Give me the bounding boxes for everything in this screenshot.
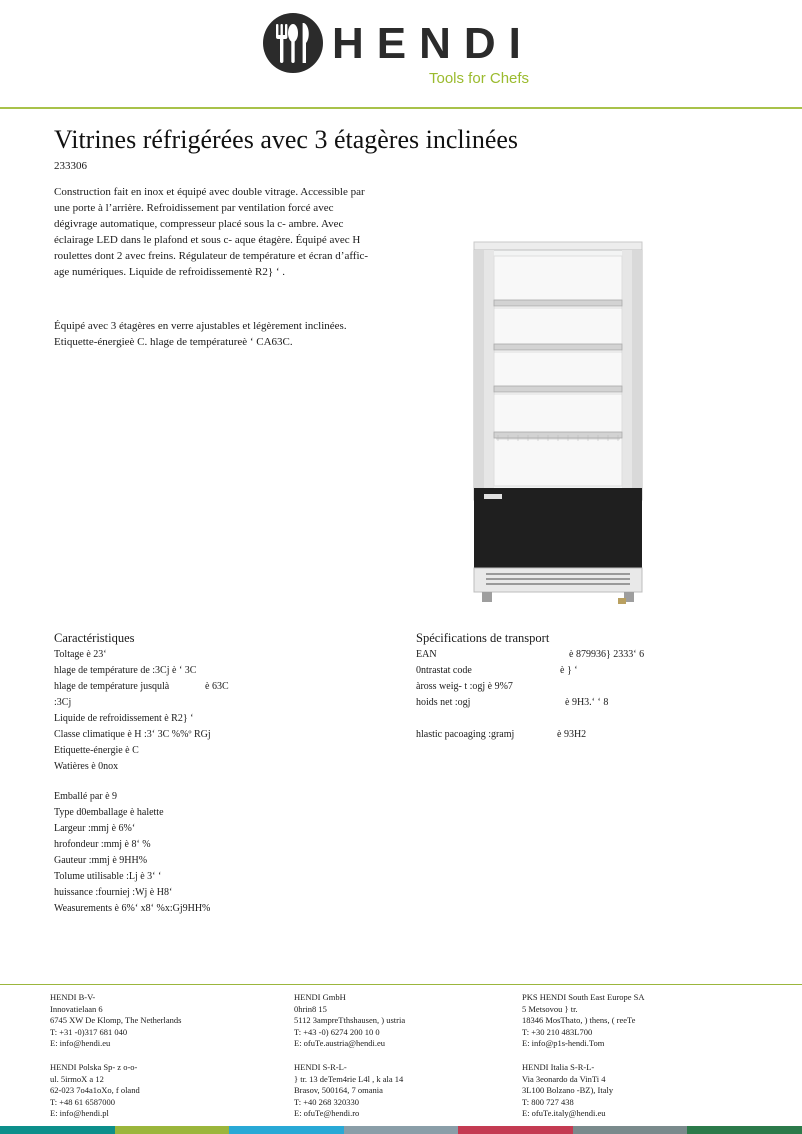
transport-value: è 9H3.‘ ‘ 8 bbox=[565, 697, 609, 708]
address-phone: T: +48 61 6587000 bbox=[50, 1096, 116, 1107]
color-stripe-segment bbox=[229, 1126, 344, 1134]
address-phone: T: 800 727 438 bbox=[522, 1096, 574, 1107]
transport-label: àross weig- t :ogj è 9%7 bbox=[416, 681, 513, 692]
address-street: 0hrin8 15 bbox=[294, 1003, 327, 1014]
address-phone: T: +40 268 320330 bbox=[294, 1096, 360, 1107]
address-italy bbox=[522, 1062, 752, 1120]
address-email[interactable]: E: ofuTe.italy@hendi.eu bbox=[522, 1108, 606, 1118]
address-company: HENDI Polska Sp- z o-o- bbox=[50, 1062, 138, 1072]
transport-label: 0ntrastat code bbox=[416, 665, 472, 676]
product-description-secondary: Équipé avec 3 étagères en verre ajustables et légèrement inclinées. Etiquette-énergieè C. hlage de températureè ‘ CA63C. bbox=[54, 320, 347, 348]
address-company: HENDI Italia S-R-L- bbox=[522, 1062, 595, 1072]
characteristic-row: Etiquette-énergie è C bbox=[54, 745, 139, 756]
characteristic-row: hlage de température jusqulà bbox=[54, 681, 170, 692]
characteristic-row: Liquide de refroidissement è R2} ‘ bbox=[54, 713, 194, 724]
packing-row: Gauteur :mmj è 9HH% bbox=[54, 855, 148, 866]
color-stripe-segment bbox=[0, 1126, 115, 1134]
transport-title: Spécifications de transport bbox=[416, 631, 550, 645]
hendi-logo bbox=[262, 12, 552, 94]
address-romania bbox=[294, 1062, 524, 1120]
transport-label: EAN bbox=[416, 649, 437, 660]
characteristic-row: Classe climatique è H :3‘ 3C %%º RGj bbox=[54, 729, 211, 740]
address-email[interactable]: E: info@hendi.eu bbox=[50, 1038, 111, 1048]
transport-value: è } ‘ bbox=[560, 665, 578, 676]
address-city: 5112 3ampreTthshausen, ) ustria bbox=[294, 1015, 406, 1025]
header-divider bbox=[0, 107, 802, 109]
packing-row: Emballé par è 9 bbox=[54, 791, 118, 802]
refrigerated-display-case-image bbox=[468, 238, 648, 618]
color-stripe-segment bbox=[573, 1126, 688, 1134]
address-company: HENDI GmbH bbox=[294, 992, 346, 1002]
address-phone: T: +43 -0) 6274 200 10 0 bbox=[294, 1026, 380, 1037]
address-poland bbox=[50, 1062, 280, 1120]
address-email[interactable]: E: info@p1s-hendi.Tom bbox=[522, 1038, 605, 1048]
packing-row: hrofondeur :mmj è 8‘ % bbox=[54, 839, 151, 850]
brand-name: HENDI bbox=[332, 19, 534, 68]
address-phone: T: +30 210 483L700 bbox=[522, 1026, 593, 1037]
brand-tagline: Tools for Chefs bbox=[429, 70, 530, 87]
address-netherlands bbox=[50, 992, 280, 1050]
packing-row: huissance :fourniej :Wj è H8‘ bbox=[54, 887, 173, 898]
characteristic-value: è 63C bbox=[205, 681, 229, 692]
page-title: Vitrines réfrigérées avec 3 étagères inclinées bbox=[54, 125, 519, 154]
packing-row: Type d0emballage è halette bbox=[54, 807, 164, 818]
address-street: ul. 5irmoX a 12 bbox=[50, 1073, 104, 1084]
address-city: 18346 MosThato, ) thens, ( reeTe bbox=[522, 1015, 636, 1025]
transport-label: hlastic pacoaging :gramj bbox=[416, 729, 515, 740]
color-stripe-segment bbox=[344, 1126, 459, 1134]
characteristic-row: Watières è 0nox bbox=[54, 761, 119, 772]
address-company: HENDI S-R-L- bbox=[294, 1062, 347, 1072]
address-street: Via 3eonardo da VinTi 4 bbox=[522, 1073, 606, 1084]
transport-value: è 93H2 bbox=[557, 729, 587, 740]
address-company: PKS HENDI South East Europe SA bbox=[522, 992, 645, 1002]
address-street: } tr. 13 deTem4rie L4l , k ala 14 bbox=[294, 1073, 404, 1084]
characteristic-row: Toltage è 23‘ bbox=[54, 649, 107, 660]
packing-row: Tolume utilisable :Lj è 3‘ ‘ bbox=[54, 871, 162, 882]
address-company: HENDI B-V- bbox=[50, 992, 96, 1002]
characteristics-title: Caractéristiques bbox=[54, 631, 135, 645]
transport-value: è 879936} 2333‘ 6 bbox=[569, 649, 645, 660]
characteristic-row: hlage de température de :3Cj è ‘ 3C bbox=[54, 665, 197, 676]
transport-label: hoids net :ogj bbox=[416, 697, 471, 708]
address-city: 6745 XW De Klomp, The Netherlands bbox=[50, 1015, 182, 1025]
product-sku: 233306 bbox=[54, 160, 87, 172]
address-city: 3L100 Bolzano -BZ), Italy bbox=[522, 1085, 614, 1095]
packing-row: Weasurements è 6%‘ x8‘ %x:Gj9HH% bbox=[54, 903, 211, 914]
address-email[interactable]: E: ofuTe.austria@hendi.eu bbox=[294, 1038, 386, 1048]
address-street: 5 Metsovou } tr. bbox=[522, 1003, 578, 1014]
address-city: Brasov, 500164, 7 omania bbox=[294, 1085, 383, 1095]
color-stripe bbox=[0, 1126, 802, 1134]
address-greece bbox=[522, 992, 752, 1050]
characteristic-row: :3Cj bbox=[54, 697, 72, 708]
address-email[interactable]: E: ofuTe@hendi.ro bbox=[294, 1108, 360, 1118]
color-stripe-segment bbox=[115, 1126, 230, 1134]
cutlery-logo-icon bbox=[262, 12, 324, 74]
address-phone: T: +31 -0)317 681 040 bbox=[50, 1026, 128, 1037]
packing-row: Largeur :mmj è 6%‘ bbox=[54, 823, 136, 834]
product-description: Construction fait en inox et équipé avec double vitrage. Accessible par une porte à l’arrière. Refroidissement par ventilation forcé avec dégivrage automatique, compresseur placé sous la c- ambre. Avec éclairage LED dans le plafond et sous c- aque étagère. Équipé avec H roulettes dont 2 avec freins. Régulateur de température et écran d’affic- age numériques. Liquide de refroidissementè R2} ‘ . bbox=[54, 186, 369, 278]
address-email[interactable]: E: info@hendi.pl bbox=[50, 1108, 109, 1118]
address-austria bbox=[294, 992, 524, 1050]
color-stripe-segment bbox=[687, 1126, 802, 1134]
address-city: 62-023 7o4a1oXo, f oland bbox=[50, 1085, 140, 1095]
color-stripe-segment bbox=[458, 1126, 573, 1134]
address-street: Innovatielaan 6 bbox=[50, 1003, 103, 1014]
footer-divider bbox=[0, 984, 802, 985]
